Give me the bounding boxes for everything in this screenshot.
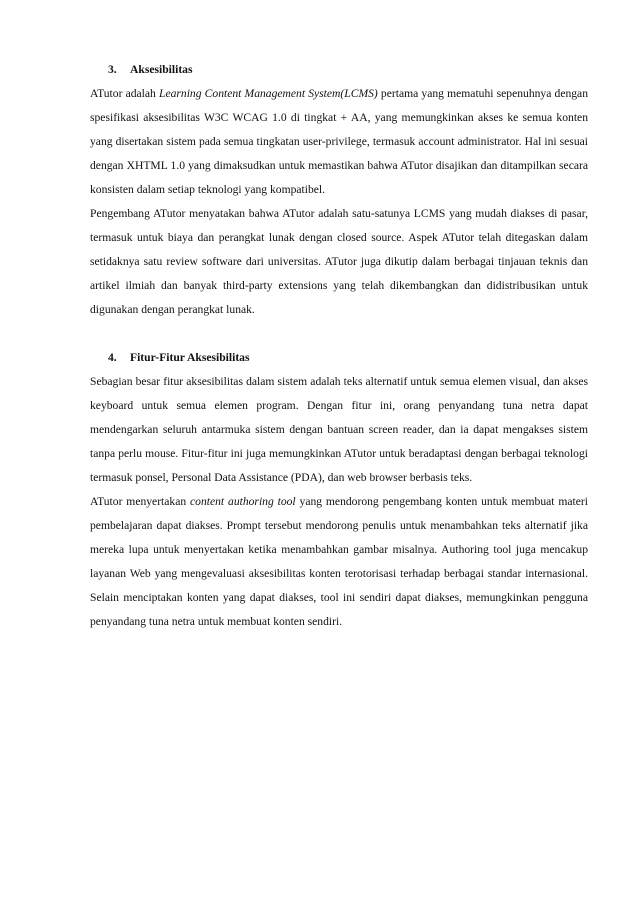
section-number: 4. — [108, 351, 117, 364]
paragraph — [90, 490, 588, 634]
emphasis-text: content authoring tool — [190, 495, 296, 508]
section-spacer — [90, 322, 588, 346]
section-number: 3. — [108, 63, 117, 76]
section-title: Aksesibilitas — [130, 63, 193, 76]
section-heading-aksesibilitas — [108, 58, 588, 82]
paragraph: Pengembang ATutor menyatakan bahwa ATutor adalah satu-satunya LCMS yang mudah diakses di pasar, termasuk untuk biaya dan perangkat lunak dengan closed source. Aspek ATutor telah ditegaskan dalam setidaknya satu review software dari universitas. ATutor juga dikutip dalam berbagai tinjauan teknis dan artikel ilmiah dan banyak third-party extensions yang telah dikembangkan dan didistribusikan untuk digunakan dengan perangkat lunak. — [90, 207, 588, 316]
paragraph — [90, 82, 588, 202]
paragraph-text: ATutor adalah — [90, 87, 159, 100]
paragraph-text: yang mendorong pengembang konten untuk membuat materi pembelajaran dapat diakses. Prompt tersebut mendorong penulis untuk menambahkan teks alternatif jika mereka lupa untuk menyertakan ketika menambahkan gambar misalnya. Authoring tool juga mencakup layanan Web yang mengevaluasi aksesibilitas konten terotorisasi terhadap berbagai standar internasional. Selain menciptakan konten yang dapat diakses, tool ini sendiri dapat diakses, memungkinkan pengguna penyandang tuna netra untuk membuat konten sendiri. — [90, 495, 588, 628]
emphasis-text: Learning Content Management System(LCMS) — [159, 87, 378, 100]
paragraph-text: pertama yang mematuhi sepenuhnya dengan spesifikasi aksesibilitas W3C WCAG 1.0 di tingkat + AA, yang memungkinkan akses ke semua konten yang disertakan sistem pada semua tingkatan user-privilege, termasuk account administrator. Hal ini sesuai dengan XHTML 1.0 yang dimaksudkan untuk memastikan bahwa ATutor disajikan dan ditampilkan secara konsisten dalam setiap teknologi yang kompatibel. — [90, 87, 588, 196]
document-page — [90, 58, 588, 634]
section-title: Fitur-Fitur Aksesibilitas — [130, 351, 250, 364]
paragraph-text: ATutor menyertakan — [90, 495, 191, 508]
section-heading-fitur-aksesibilitas — [108, 346, 588, 370]
paragraph: Sebagian besar fitur aksesibilitas dalam sistem adalah teks alternatif untuk semua elemen visual, dan akses keyboard untuk semua elemen program. Dengan fitur ini, orang penyandang tuna netra dapat mendengarkan seluruh antarmuka sistem dengan bantuan screen reader, dan ia dapat mengakses sistem tanpa perlu mouse. Fitur-fitur ini juga memungkinkan ATutor untuk beradaptasi dengan berbagai teknologi termasuk ponsel, Personal Data Assistance (PDA), dan web browser berbasis teks. — [90, 375, 588, 484]
